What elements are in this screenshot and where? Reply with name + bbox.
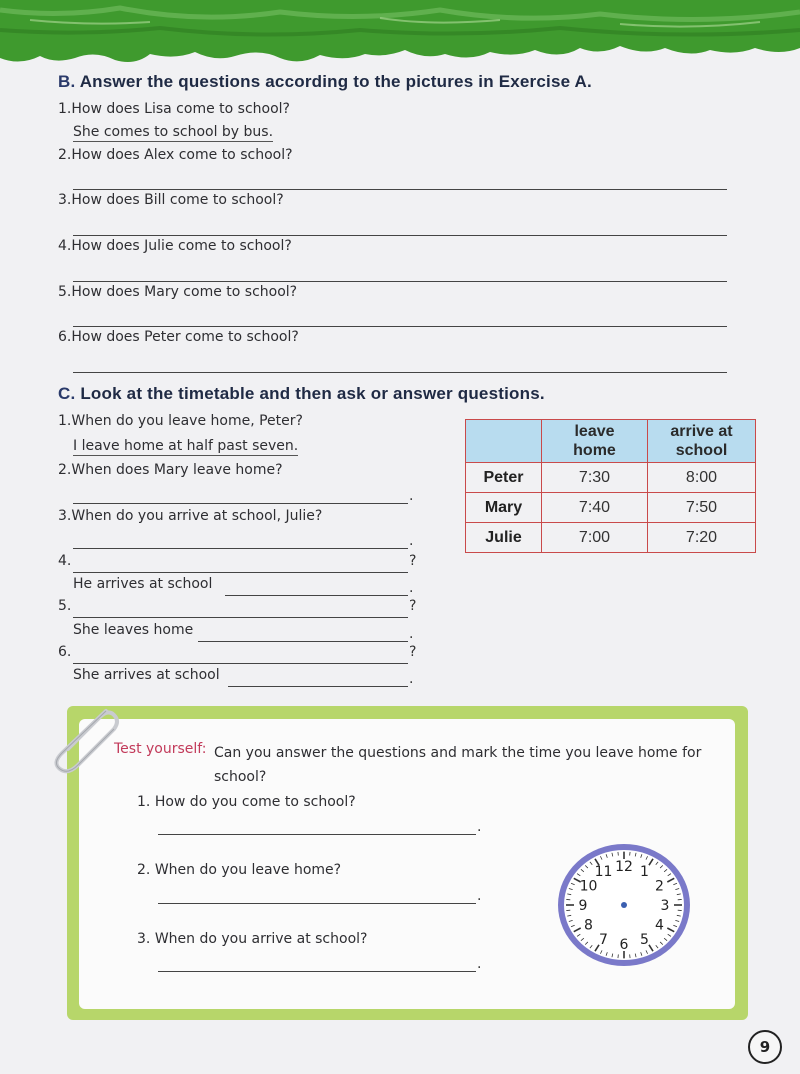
c-qmark-5: ? — [409, 598, 417, 614]
timetable-arrive: 7:50 — [648, 493, 756, 523]
clock-number: 2 — [655, 878, 664, 895]
timetable — [465, 419, 756, 553]
paperclip-icon — [44, 695, 124, 775]
ty-question-1: 1. How do you come to school? — [137, 794, 356, 810]
ty-period-3: . — [477, 956, 482, 972]
clock-number: 8 — [584, 917, 593, 934]
b-question-6: 6.How does Peter come to school? — [58, 329, 299, 345]
section-b-heading — [58, 72, 592, 92]
c-question-line-4[interactable] — [73, 572, 408, 573]
ty-question-3: 3. When do you arrive at school? — [137, 931, 368, 947]
timetable-name: Mary — [466, 493, 542, 523]
b-answer-line-4[interactable] — [73, 281, 727, 282]
timetable-leave: 7:40 — [542, 493, 648, 523]
b-question-5: 5.How does Mary come to school? — [58, 284, 298, 300]
c-item-5-num: 5. — [58, 598, 72, 614]
clock-number: 12 — [615, 859, 633, 875]
section-c-title: Look at the timetable and then ask or answer questions. — [80, 384, 545, 403]
c-item-3: 3.When do you arrive at school, Julie? — [58, 508, 323, 524]
c-period-2: . — [409, 488, 414, 504]
c-answer-line-4[interactable] — [225, 595, 408, 596]
ty-answer-line-1[interactable] — [158, 834, 476, 835]
timetable-col-arrive-school: arrive at school — [648, 420, 756, 463]
c-prompt-4: He arrives at school — [73, 576, 213, 592]
timetable-arrive: 8:00 — [648, 463, 756, 493]
b-answer-line-2[interactable] — [73, 189, 727, 190]
timetable-arrive: 7:20 — [648, 523, 756, 553]
ty-answer-line-3[interactable] — [158, 971, 476, 972]
b-answer-1: She comes to school by bus. — [73, 124, 274, 140]
c-period-4: . — [409, 580, 414, 596]
section-c-heading — [58, 384, 545, 404]
c-qmark-4: ? — [409, 553, 417, 569]
c-period-3: . — [409, 533, 414, 549]
c-period-5: . — [409, 626, 414, 642]
timetable-name: Peter — [466, 463, 542, 493]
c-answer-line-3[interactable] — [73, 548, 408, 549]
timetable-header-row — [466, 420, 756, 463]
test-yourself-label: Test yourself: — [114, 741, 207, 757]
b-question-4: 4.How does Julie come to school? — [58, 238, 292, 254]
clock-number: 3 — [660, 898, 670, 914]
c-item-4-num: 4. — [58, 553, 72, 569]
ty-period-2: . — [477, 888, 482, 904]
test-yourself-instruction: Can you answer the questions and mark the time you leave home for school? — [214, 745, 702, 785]
b-question-1: 1.How does Lisa come to school? — [58, 101, 290, 117]
b-answer-line-3[interactable] — [73, 235, 727, 236]
clock-number: 5 — [640, 931, 649, 948]
c-item-2: 2.When does Mary leave home? — [58, 462, 283, 478]
timetable-leave: 7:00 — [542, 523, 648, 553]
b-question-2: 2.How does Alex come to school? — [58, 147, 293, 163]
page-number: 9 — [748, 1030, 782, 1064]
c-item-1: 1.When do you leave home, Peter? — [58, 413, 303, 429]
clock-number: 11 — [594, 864, 613, 881]
c-question-line-6[interactable] — [73, 663, 408, 664]
b-answer-line-5[interactable] — [73, 326, 727, 327]
clock-center-dot — [621, 902, 627, 908]
c-answer-1: I leave home at half past seven. — [73, 438, 299, 454]
c-answer-line-6[interactable] — [228, 686, 408, 687]
timetable-row — [466, 523, 756, 553]
c-period-6: . — [409, 671, 414, 687]
grass-banner — [0, 0, 800, 72]
timetable-corner-cell — [466, 420, 542, 463]
c-prompt-6: She arrives at school — [73, 667, 220, 683]
section-b-letter: B. — [58, 72, 76, 91]
c-answer-line-5[interactable] — [198, 641, 408, 642]
c-qmark-6: ? — [409, 644, 417, 660]
clock-number: 4 — [655, 917, 664, 934]
b-question-3: 3.How does Bill come to school? — [58, 192, 284, 208]
c-prompt-5: She leaves home — [73, 622, 194, 638]
ty-answer-line-2[interactable] — [158, 903, 476, 904]
c-question-line-5[interactable] — [73, 617, 408, 618]
timetable-col-leave-home: leave home — [542, 420, 648, 463]
c-item-6-num: 6. — [58, 644, 72, 660]
ty-question-2: 2. When do you leave home? — [137, 862, 342, 878]
c-answer-line-2[interactable] — [73, 503, 408, 504]
timetable-row — [466, 493, 756, 523]
b-answer-line-6[interactable] — [73, 372, 727, 373]
clock-number: 1 — [640, 864, 649, 881]
ty-period-1: . — [477, 819, 482, 835]
timetable-row — [466, 463, 756, 493]
clock-number: 10 — [579, 878, 598, 895]
section-b-title: Answer the questions according to the pictures in Exercise A. — [79, 72, 592, 91]
clock-number: 9 — [578, 898, 588, 914]
timetable-leave: 7:30 — [542, 463, 648, 493]
clock-face[interactable] — [555, 840, 695, 970]
clock-number: 6 — [619, 937, 629, 953]
section-c-letter: C. — [58, 384, 76, 403]
clock-number: 7 — [599, 931, 608, 948]
timetable-name: Julie — [466, 523, 542, 553]
